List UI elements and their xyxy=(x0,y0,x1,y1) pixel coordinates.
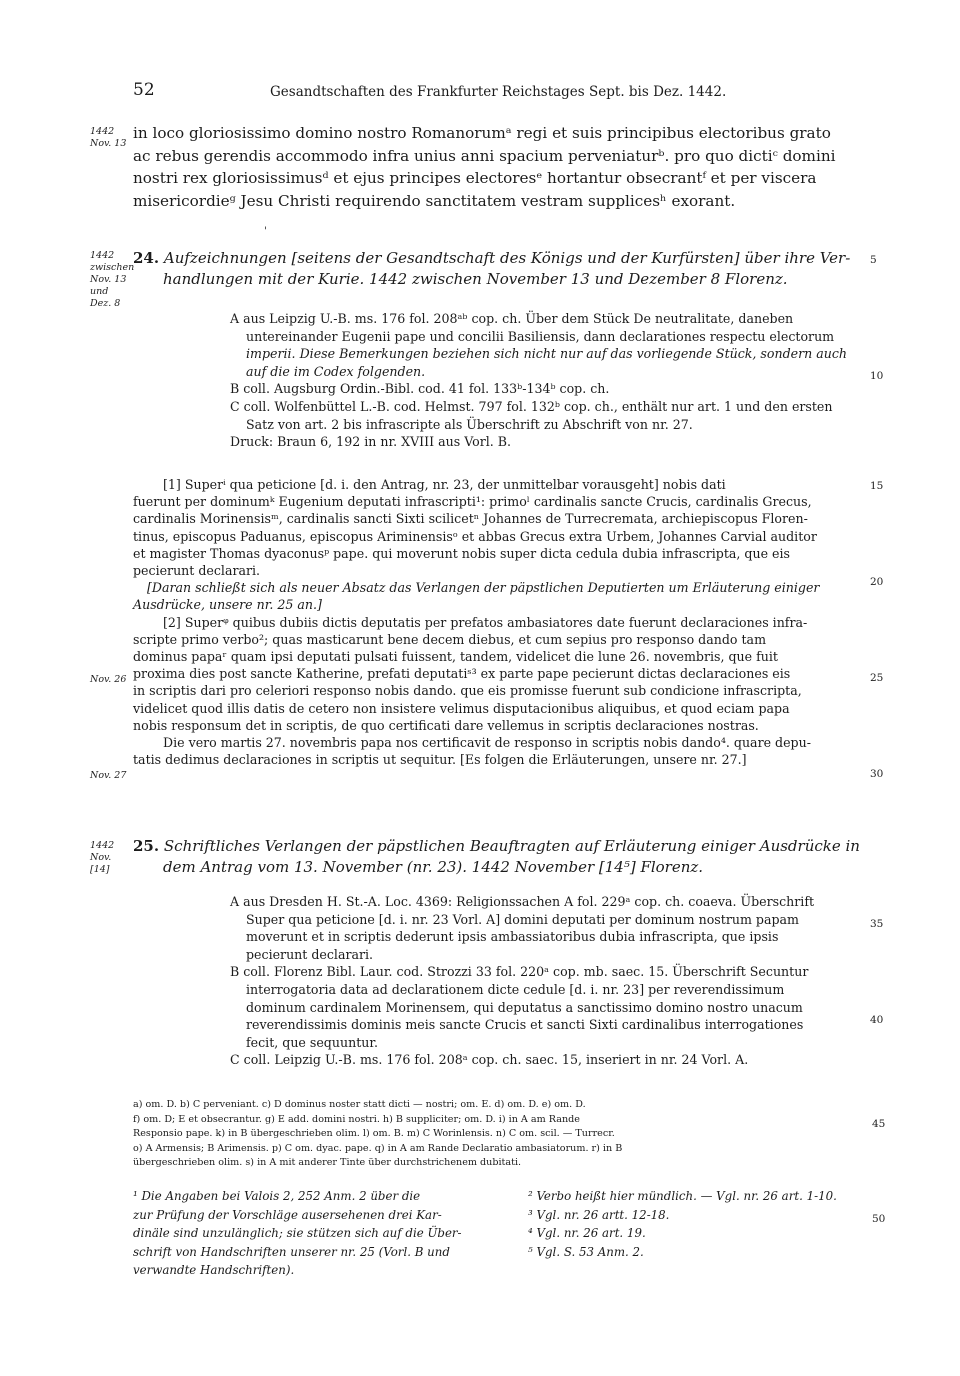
text-line: in scriptis dari pro celeriori responso nobis dando. que eis promisse fuerunt sub condicione infrascripta, xyxy=(133,683,802,699)
text-line: [Daran schließt sich als neuer Absatz das Verlangen der päpstlichen Deputierten um Erläuterung einiger xyxy=(147,580,820,596)
text-line: proxima dies post sancte Katherine, prefati deputatiˢ³ ex parte pape pecierunt dictas declaraciones eis xyxy=(133,666,791,682)
line-number: 35 xyxy=(870,918,884,930)
footnote-line: ² Verbo heißt hier mündlich. — Vgl. nr. 26 art. 1-10. xyxy=(528,1189,837,1203)
footnote-line: ³ Vgl. nr. 26 artt. 12-18. xyxy=(528,1207,670,1222)
apparatus-line: reverendissimis dominis meis sancte Crucis et sancti Sixti cardinalibus interrogationes xyxy=(246,1017,804,1033)
text-line: nobis responsum det in scriptis, de quo certificati dare vellemus in scriptis declaraciones nostras. xyxy=(133,717,759,733)
footnote-line: ⁴ Vgl. nr. 26 art. 19. xyxy=(528,1226,646,1240)
text-line: [2] Superᵠ quibus dubiis dictis deputatis per prefatos ambasiatores date fuerunt declaraciones infra- xyxy=(163,614,808,630)
apparatus-line: A aus Dresden H. St.-A. Loc. 4369: Religionssachen A fol. 229ᵃ cop. ch. coaeva. Überschrift xyxy=(230,894,815,909)
footnote-line: dinäle sind unzulänglich; sie stützen sich auf die Über- xyxy=(133,1226,462,1240)
apparatus-line: fecit, que sequuntur. xyxy=(246,1034,379,1050)
footnote-line: schrift von Handschriften unserer nr. 25 (Vorl. B und xyxy=(133,1244,450,1259)
section-24-apparatus xyxy=(230,310,870,451)
heading-line: handlungen mit der Kurie. 1442 zwischen November 13 und Dezember 8 Florenz. xyxy=(163,270,788,288)
heading-line: Schriftliches Verlangen der päpstlichen Beauftragten auf Erläuterung einiger Ausdrücke in xyxy=(163,837,860,855)
margin-day: Nov. 13 xyxy=(90,138,127,149)
apparatus-line: B coll. Augsburg Ordin.-Bibl. cod. 41 fol. 133ᵇ-134ᵇ cop. ch. xyxy=(230,381,610,397)
margin-day: [14] xyxy=(90,864,110,875)
text-line: [1] Superⁱ qua peticione [d. i. den Antrag, nr. 23, der unmittelbar vorausgeht] nobis dati xyxy=(163,477,726,492)
line-number: 40 xyxy=(870,1014,884,1026)
text-line: tatis dedimus declaraciones in scriptis ut sequitur. [Es folgen die Erläuterungen, unsere nr. 27.] xyxy=(133,752,747,768)
stray-mark: ' xyxy=(264,226,267,237)
margin-date-nov26: Nov. 26 xyxy=(90,674,127,685)
margin-day: Dez. 8 xyxy=(90,298,121,309)
line-number: 50 xyxy=(872,1213,886,1225)
apparatus-line: Satz von art. 2 bis infrascripte als Überschrift zu Abschrift von nr. 27. xyxy=(246,416,693,432)
apparatus-line: dominum cardinalem Morinensem, qui deputatus a sanctissimo domino nostro unacum xyxy=(246,999,803,1015)
text-line: videlicet quod illis datis de cetero non insistere velimus disputacionibus aliquibus, et quod eciam papa xyxy=(133,700,790,716)
text-line: et magister Thomas dyaconusᵖ pape. qui moverunt nobis super dicta cedula dubia infrascripta, que eis xyxy=(133,545,790,561)
text-line: Ausdrücke, unsere nr. 25 an.] xyxy=(133,597,322,613)
footnotes-right xyxy=(528,1187,868,1261)
apparatus-line: Super qua peticione [d. i. nr. 23 Vorl. A] domini deputati per dominum nostrum papam xyxy=(246,911,799,927)
section-number: 24. xyxy=(133,249,160,267)
apparatus-line: pecierunt declarari. xyxy=(246,946,374,962)
apparatus-line: C coll. Leipzig U.-B. ms. 176 fol. 208ᵃ cop. ch. saec. 15, inseriert in nr. 24 Vorl. A. xyxy=(230,1052,749,1068)
line-number: 5 xyxy=(870,254,877,266)
apparatus-line: imperii. Diese Bemerkungen beziehen sich nicht nur auf das vorliegende Stück, sondern auch xyxy=(246,346,848,362)
apparatus-line: auf die im Codex folgenden. xyxy=(246,363,426,379)
apparatus-line: B coll. Florenz Bibl. Laur. cod. Strozzi 33 fol. 220ᵃ cop. mb. saec. 15. Überschrift Secuntur xyxy=(230,964,809,980)
heading-line: dem Antrag vom 13. November (nr. 23). 1442 November [14⁵] Florenz. xyxy=(163,858,704,876)
margin-word: Nov. xyxy=(90,852,112,863)
text-line: ac rebus gerendis accommodo infra unius anni spacium perveniaturᵇ. pro quo dictiᶜ domini xyxy=(133,146,836,165)
margin-date-24 xyxy=(90,250,134,310)
section-25-apparatus xyxy=(230,893,870,1069)
section-24-heading xyxy=(133,248,850,290)
text-line: pecierunt declarari. xyxy=(133,563,261,579)
footnote-line: zur Prüfung der Vorschläge ausersehenen drei Kar- xyxy=(133,1207,442,1222)
text-line: dominus papaʳ quam ipsi deputati pulsati fuissent, tandem, videlicet die lune 26. novembris, que fuit xyxy=(133,649,778,665)
apparatus-line: Druck: Braun 6, 192 in nr. XVIII aus Vorl. B. xyxy=(230,434,512,450)
variant-notes xyxy=(133,1098,868,1171)
text-line: Die vero martis 27. novembris papa nos certificavit de responso in scriptis nobis dando⁴. quare depu- xyxy=(163,735,811,751)
running-title: Gesandtschaften des Frankfurter Reichstages Sept. bis Dez. 1442. xyxy=(270,84,727,100)
variant-line: o) A Armensis; B Arimensis. p) C om. dyac. pape. q) in A am Rande Declaratio ambasiatorum. r) in B xyxy=(133,1142,623,1154)
section-24-text xyxy=(133,476,863,768)
footnotes-left xyxy=(133,1187,503,1280)
margin-year: 1442 xyxy=(90,126,115,137)
variant-line: Responsio pape. k) in B übergeschrieben olim. l) om. B. m) C Worinlensis. n) C om. scil. — Turrecr. xyxy=(133,1128,615,1139)
text-line: in loco gloriosissimo domino nostro Romanorumᵃ regi et suis principibus electoribus grato xyxy=(133,124,831,142)
variant-line: übergeschrieben olim. s) in A mit anderer Tinte über durchstrichenem dubitati. xyxy=(133,1157,522,1168)
apparatus-line: A aus Leipzig U.-B. ms. 176 fol. 208ᵃᵇ cop. ch. Über dem Stück De neutralitate, daneben xyxy=(230,311,794,326)
line-number: 25 xyxy=(870,672,884,684)
apparatus-line: moverunt et in scriptis dederunt ipsis ambassiatoribus dubia infrascripta, que ipsis xyxy=(246,929,779,945)
text-line: cardinalis Morinensisᵐ, cardinalis sancti Sixti scilicetⁿ Johannes de Turrecremata, archiepiscopus Floren- xyxy=(133,511,808,527)
line-number: 30 xyxy=(870,768,884,780)
margin-date-25 xyxy=(90,840,114,876)
apparatus-line: interrogatoria data ad declarationem dicte cedule [d. i. nr. 23] per reverendissimum xyxy=(246,981,785,997)
margin-day: Nov. 13 xyxy=(90,274,127,285)
apparatus-line: C coll. Wolfenbüttel L.-B. cod. Helmst. 797 fol. 132ᵇ cop. ch., enthält nur art. 1 und den ersten xyxy=(230,398,833,414)
margin-word: und xyxy=(90,286,109,297)
line-number: 15 xyxy=(870,480,884,492)
intro-paragraph xyxy=(133,122,871,213)
footnote-line: ⁵ Vgl. S. 53 Anm. 2. xyxy=(528,1244,644,1259)
apparatus-line: untereinander Eugenii pape und concilii Basiliensis, dann declarationes respectu electorum xyxy=(246,328,835,344)
line-number: 20 xyxy=(870,576,884,588)
text-line: nostri rex gloriosissimusᵈ et ejus principes electoresᵉ hortantur obsecrantᶠ et per viscera xyxy=(133,169,817,188)
line-number: 45 xyxy=(872,1118,886,1130)
margin-date-intro xyxy=(90,126,126,150)
heading-line: Aufzeichnungen [seitens der Gesandtschaft des Königs und der Kurfürsten] über ihre Ver- xyxy=(163,249,851,267)
margin-date-nov27: Nov. 27 xyxy=(90,770,127,781)
footnote-line: verwandte Handschriften). xyxy=(133,1263,295,1277)
text-line: scripte primo verbo²; quas masticarunt bene decem diebus, et cum sepius pro responso dando tam xyxy=(133,631,767,647)
section-number: 25. xyxy=(133,837,160,855)
text-line: misericordieᵍ Jesu Christi requirendo sanctitatem vestram supplicesʰ exorant. xyxy=(133,192,736,211)
variant-line: a) om. D. b) C perveniant. c) D dominus noster statt dicti — nostri; om. E. d) om. D. e) om. D. xyxy=(133,1099,586,1110)
text-line: tinus, episcopus Paduanus, episcopus Ariminensisᵒ et abbas Grecus extra Urbem, Johannes Carvial auditor xyxy=(133,528,817,544)
page-number: 52 xyxy=(133,80,155,100)
margin-word: zwischen xyxy=(90,262,135,273)
line-number: 10 xyxy=(870,370,884,382)
margin-year: 1442 xyxy=(90,250,115,261)
variant-line: f) om. D; E et obsecrantur. g) E add. domini nostri. h) B suppliciter; om. D. i) in A am Rande xyxy=(133,1113,580,1125)
margin-year: 1442 xyxy=(90,840,115,851)
footnote-line: ¹ Die Angaben bei Valois 2, 252 Anm. 2 über die xyxy=(133,1189,421,1203)
text-line: fuerunt per dominumᵏ Eugenium deputati infrascripti¹: primoˡ cardinalis sancte Crucis, cardinalis Grecus, xyxy=(133,494,812,510)
section-25-heading xyxy=(133,836,860,878)
